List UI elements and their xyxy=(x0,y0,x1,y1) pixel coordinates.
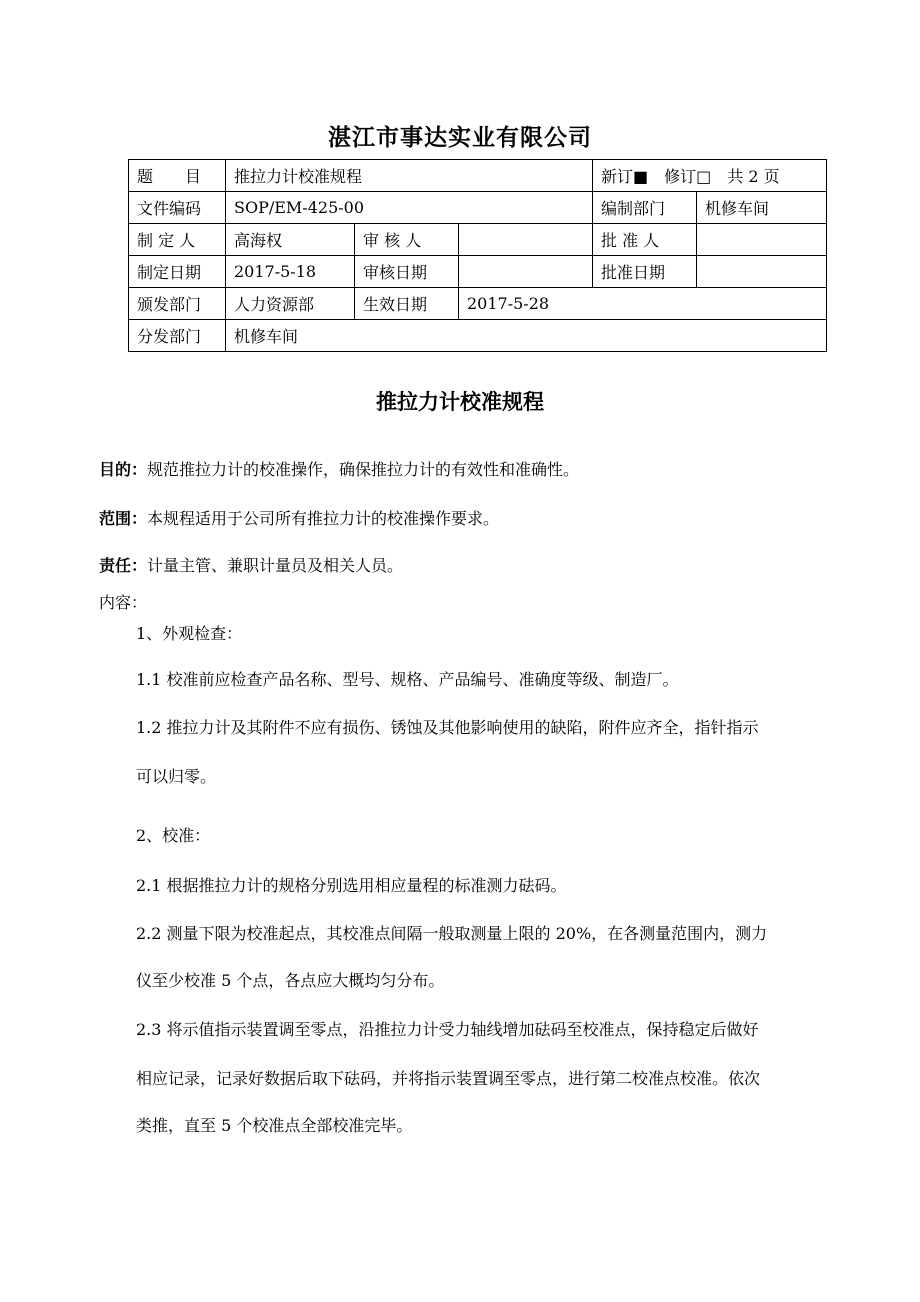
dist-label: 分发部门 xyxy=(129,320,226,352)
section-2-3-line-1: 2.3 将示值指示装置调至零点，沿推拉力计受力轴线增加砝码至校准点，保持稳定后做好 xyxy=(136,1020,759,1039)
responsibility-label: 责任： xyxy=(99,556,148,575)
code-value: SOP/EM-425-00 xyxy=(226,192,593,224)
scope-text: 本规程适用于公司所有推拉力计的校准操作要求。 xyxy=(147,509,500,528)
section-1-1: 1.1 校准前应检查产品名称、型号、规格、产品编号、准确度等级、制造厂。 xyxy=(136,670,679,689)
content-label: 内容： xyxy=(99,593,148,612)
effective-date-label: 生效日期 xyxy=(355,288,459,320)
purpose-text: 规范推拉力计的校准操作，确保推拉力计的有效性和准确性。 xyxy=(147,460,580,479)
scope-line xyxy=(99,506,499,529)
table-row xyxy=(129,160,827,192)
table-row xyxy=(129,288,827,320)
section-2-2-line-1: 2.2 测量下限为校准起点，其校准点间隔一般取测量上限的 20%，在各测量范围内，测力 xyxy=(136,924,768,943)
author-label: 制 定 人 xyxy=(129,224,226,256)
made-date-label: 制定日期 xyxy=(129,256,226,288)
section-1-heading: 1、外观检查： xyxy=(136,624,243,643)
table-row xyxy=(129,192,827,224)
purpose-label: 目的： xyxy=(99,460,148,479)
made-date-value: 2017-5-18 xyxy=(226,256,355,288)
responsibility-text: 计量主管、兼职计量员及相关人员。 xyxy=(147,556,404,575)
dist-value: 机修车间 xyxy=(226,320,827,352)
responsibility-line xyxy=(99,553,403,576)
issue-dept-label: 颁发部门 xyxy=(129,288,226,320)
section-1-2-line-2: 可以归零。 xyxy=(136,767,217,786)
document-info-table xyxy=(128,159,827,352)
effective-date-value: 2017-5-28 xyxy=(459,288,827,320)
author-value: 高海权 xyxy=(226,224,355,256)
approve-date-label: 批准日期 xyxy=(593,256,697,288)
dept-value: 机修车间 xyxy=(697,192,827,224)
review-date-value xyxy=(459,256,593,288)
subject-value: 推拉力计校准规程 xyxy=(226,160,593,192)
reviewer-value xyxy=(459,224,593,256)
section-2-heading: 2、校准： xyxy=(136,826,211,845)
scope-label: 范围： xyxy=(99,509,148,528)
approver-value xyxy=(697,224,827,256)
reviewer-label: 审 核 人 xyxy=(355,224,459,256)
table-row xyxy=(129,256,827,288)
company-name: 湛江市事达实业有限公司 xyxy=(328,124,592,151)
section-2-3-line-2: 相应记录，记录好数据后取下砝码，并将指示装置调至零点，进行第二校准点校准。依次 xyxy=(136,1069,761,1088)
revision-status: 新订■ 修订□ 共 2 页 xyxy=(593,160,827,192)
issue-dept-value: 人力资源部 xyxy=(226,288,355,320)
approve-date-value xyxy=(697,256,827,288)
approver-label: 批 准 人 xyxy=(593,224,697,256)
section-2-3-line-3: 类推，直至 5 个校准点全部校准完毕。 xyxy=(136,1116,413,1135)
section-2-1: 2.1 根据推拉力计的规格分别选用相应量程的标准测力砝码。 xyxy=(136,876,567,895)
document-title: 推拉力计校准规程 xyxy=(376,389,544,414)
section-2-2-line-2: 仪至少校准 5 个点，各点应大概均匀分布。 xyxy=(136,971,445,990)
section-1-2-line-1: 1.2 推拉力计及其附件不应有损伤、锈蚀及其他影响使用的缺陷，附件应齐全，指针指示 xyxy=(136,718,759,737)
table-row xyxy=(129,224,827,256)
dept-label: 编制部门 xyxy=(593,192,697,224)
table-row xyxy=(129,320,827,352)
review-date-label: 审核日期 xyxy=(355,256,459,288)
subject-label: 题 目 xyxy=(129,160,226,192)
purpose-line xyxy=(99,457,579,480)
code-label: 文件编码 xyxy=(129,192,226,224)
